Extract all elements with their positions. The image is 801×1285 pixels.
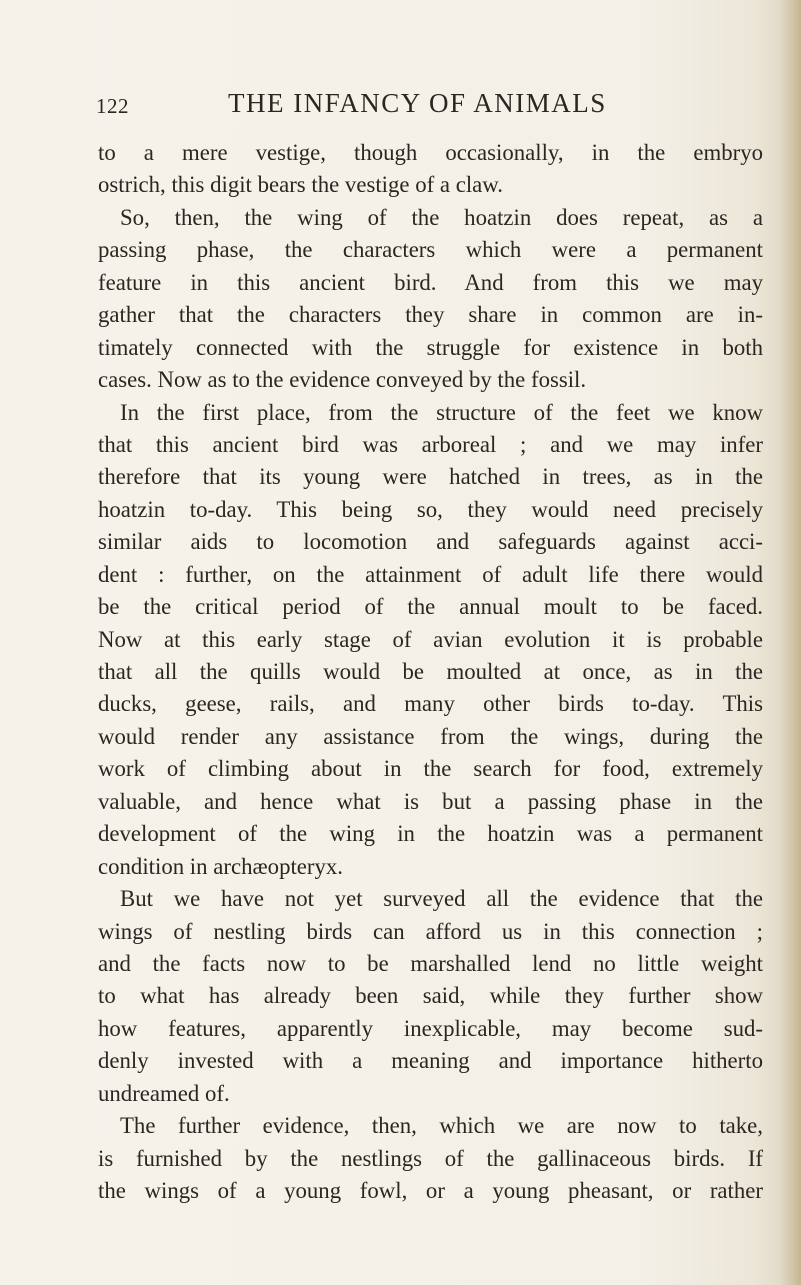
text-line: The further evidence, then, which we are now to take, <box>120 1113 763 1139</box>
page-number: 122 <box>96 94 129 118</box>
text-line: be the critical period of the annual moult to be faced. <box>98 594 763 620</box>
text-line: and the facts now to be marshalled lend no little weight <box>98 950 763 976</box>
text-line: timately connected with the struggle for existence in both <box>98 334 763 360</box>
text-line: that all the quills would be moulted at once, as in the <box>98 659 763 684</box>
text-line: Now at this early stage of avian evolution it is probable <box>98 626 763 652</box>
text-line: passing phase, the characters which were a permanent <box>98 237 763 263</box>
text-line: how features, apparently inexplicable, may become sud- <box>98 1015 763 1041</box>
text-line: So, then, the wing of the hoatzin does repeat, as a <box>120 204 763 230</box>
text-line: valuable, and hence what is but a passing phase in the <box>98 788 763 814</box>
text-line: undreamed of. <box>98 1080 230 1106</box>
text-line: similar aids to locomotion and safeguards against acci- <box>98 529 763 555</box>
text-line: denly invested with a meaning and importance hitherto <box>98 1048 763 1074</box>
body-text <box>98 137 763 1207</box>
page-edge-shadow <box>779 0 801 1285</box>
text-line: that this ancient bird was arboreal ; and we may infer <box>98 431 763 457</box>
text-line: therefore that its young were hatched in trees, as in the <box>98 464 763 490</box>
running-title: THE INFANCY OF ANIMALS <box>228 88 607 118</box>
text-line: the wings of a young fowl, or a young pheasant, or rather <box>98 1178 763 1203</box>
text-line: gather that the characters they share in common are in- <box>98 302 763 328</box>
text-line: In the first place, from the structure of the feet we know <box>120 399 763 425</box>
text-line: work of climbing about in the search for food, extremely <box>98 756 763 782</box>
text-line: condition in archæopteryx. <box>98 853 344 879</box>
text-line: to what has already been said, while they further show <box>98 983 763 1009</box>
text-line: wings of nestling birds can afford us in this connection ; <box>98 918 763 944</box>
text-line: dent : further, on the attainment of adult life there would <box>98 561 763 587</box>
text-line: cases. Now as to the evidence conveyed by the fossil. <box>98 367 587 393</box>
text-line: is furnished by the nestlings of the gallinaceous birds. If <box>98 1145 763 1171</box>
text-line: But we have not yet surveyed all the evidence that the <box>120 886 763 912</box>
text-line: feature in this ancient bird. And from this we may <box>98 269 763 295</box>
text-line: ostrich, this digit bears the vestige of a claw. <box>98 172 503 198</box>
text-line: development of the wing in the hoatzin was a permanent <box>98 821 763 847</box>
running-head <box>96 88 736 122</box>
text-line: ducks, geese, rails, and many other birds to-day. This <box>98 691 763 717</box>
text-line: to a mere vestige, though occasionally, in the embryo <box>98 140 763 165</box>
text-line: hoatzin to-day. This being so, they would need precisely <box>98 496 763 522</box>
text-line: would render any assistance from the wings, during the <box>98 723 763 749</box>
